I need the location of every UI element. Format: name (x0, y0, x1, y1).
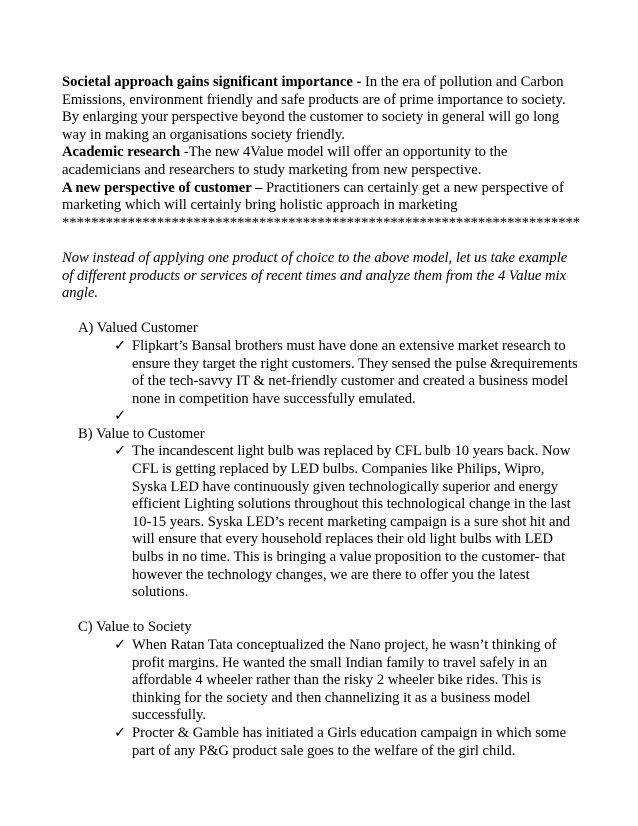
separator-line: *********************************************************************** (62, 214, 581, 231)
paragraph-text: -The new 4Value model will offer an opportunity to the academicians and researchers to study marketing from new perspective. (62, 144, 508, 178)
list-item-text: Flipkart’s Bansal brothers must have done an extensive market research to ensure they target the right customers. They sensed the pulse &requirements of the tech-savvy IT & net-friendly customer and created a business model none in competition have successfully emulated. (132, 337, 578, 407)
paragraph-heading: Academic research (62, 144, 181, 161)
section-c-list (62, 637, 582, 760)
section-heading-valued-customer: A) Valued Customer (78, 320, 198, 337)
checkmark-icon: ✓ (114, 408, 127, 425)
list-item (62, 338, 582, 408)
paragraph-societal-approach (62, 74, 582, 144)
paragraph-heading: A new perspective of customer – (62, 179, 263, 196)
section-a-list (62, 338, 582, 426)
paragraph-text: Practitioners can certainly get a new perspective of marketing which will certainly bring holistic approach in marketing (62, 179, 564, 214)
list-item-text: When Ratan Tata conceptualized the Nano project, he wasn’t thinking of profit margins. He wanted the small Indian family to travel safely in an affordable 4 wheeler rather than the risky 2 wheeler bike rides. This is thinking for the society and then channelizing it as a business model successfully. (132, 637, 557, 724)
section-b-list (62, 443, 582, 601)
list-item (62, 443, 582, 601)
document-page (62, 74, 582, 760)
spacer (62, 602, 582, 620)
list-item (62, 725, 582, 760)
paragraph-new-perspective (62, 180, 582, 215)
checkmark-icon: ✓ (114, 443, 127, 460)
checkmark-icon: ✓ (114, 724, 127, 741)
section-heading-value-to-society: C) Value to Society (78, 619, 192, 636)
intro-paragraph: Now instead of applying one product of choice to the above model, let us take example of different products or services of recent times and analyze them from the 4 Value mix angle. (62, 249, 568, 302)
spacer (62, 303, 582, 321)
list-item-empty (62, 408, 582, 426)
checkmark-icon: ✓ (114, 337, 127, 354)
section-heading-value-to-customer: B) Value to Customer (78, 425, 205, 442)
list-item-text: Procter & Gamble has initiated a Girls education campaign in which some part of any P&G product sale goes to the welfare of the girl child. (132, 724, 567, 759)
paragraph-text: In the era of pollution and Carbon Emissions, environment friendly and safe products are of prime importance to society. By enlarging your perspective beyond the customer to society in general will go long way in making an organisations society friendly. (62, 74, 566, 143)
list-item (62, 637, 582, 725)
paragraph-heading: Societal approach gains significant importance - (62, 74, 362, 90)
list-item-text: The incandescent light bulb was replaced by CFL bulb 10 years back. Now CFL is getting replaced by LED bulbs. Companies like Philips, Wipro, Syska LED have continuously given technologically superior and energy efficient Lighting solutions throughout this technological change in the last 10-15 years. Syska LED’s recent marketing campaign is a sure shot hit and will ensure that every household replaces their old light bulbs with LED bulbs in no time. This is bringing a value proposition to the customer- that however the technology changes, we are there to offer you the latest solutions. (132, 443, 571, 601)
spacer (62, 232, 582, 250)
checkmark-icon: ✓ (114, 637, 127, 653)
paragraph-academic-research (62, 144, 582, 179)
